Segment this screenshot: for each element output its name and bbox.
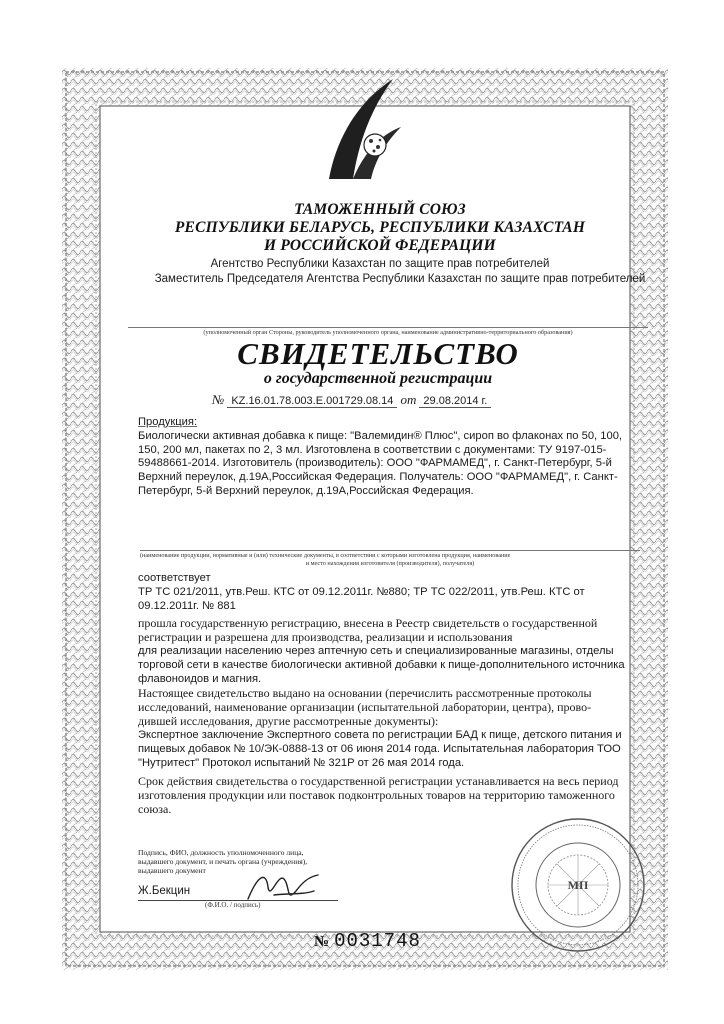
signature-hint-line: Подпись, ФИО, должность уполномоченного лица, [138,848,304,857]
serial-value: 0031748 [334,930,421,952]
product-line: 150, 200 мл, пакетах по 2, 3 мл. Изготовлена в соответствии с документами: ТУ 9197-015- [138,443,607,456]
union-title-line2: РЕСПУБЛИКИ БЕЛАРУСЬ, РЕСПУБЛИКИ КАЗАХСТАН [174,219,586,236]
registration-number: KZ.16.01.78.003.E.001729.08.14 [227,395,397,408]
validity-line: союза. [138,802,172,817]
union-title-line3: И РОССИЙСКОЙ ФЕДЕРАЦИИ [264,237,496,254]
stamp-center-text: МП [567,878,589,892]
conformity-section [138,572,658,613]
customs-union-emblem [323,75,407,187]
product-hint-line: (наименование продукции, нормативные и (или) технические документы, в соответствии с которыми изготовлена продукция, наименование [140,552,511,559]
basis-line: Настоящее свидетельство выдано на основании (перечислить рассмотренные протоколы [138,686,592,700]
union-title-line1: ТАМОЖЕННЫЙ СОЮЗ [294,201,466,218]
product-line: Биологически активная добавка к пище: "Валемидин® Плюс", сироп во флаконах по 50, 100, [138,429,623,442]
conformity-line: 09.12.2011г. № 881 [138,599,236,612]
basis-line: исследований, наименование организации (испытательной лаборатории, центра), прово- [138,700,592,715]
usage-section [138,645,658,686]
conformity-line: ТР ТС 021/2011, утв.Реш. КТС от 09.12.2011г. №880; ТР ТС 022/2011, утв.Реш. КТС от [138,585,585,598]
validity-line: Срок действия свидетельства о государственной регистрации устанавливается на весь период [138,774,619,788]
product-hint [140,550,640,568]
registration-line: регистрации и разрешена для производства, реализации и использования [138,630,513,645]
registration-section [138,616,658,644]
handwritten-signature [244,865,324,909]
basis-doc-line: "Нутритест" Протокол испытаний № 321Р от 26 мая 2014 года. [138,756,465,769]
conformity-label: соответствует [138,572,211,584]
product-line: Верхний переулок, д.19А,Российская Федерация. Получатель: ООО "ФАРМАМЕД", г. Санкт- [138,471,618,484]
serial-number [314,930,421,952]
serial-label: № [314,934,331,950]
basis-line: дившей исследования, другие рассмотренные документы): [138,714,439,729]
usage-line: для реализации населению через аптечную сеть и специализированные магазины, отделы [138,645,614,657]
signature-hint-line: выдавшего документ, и печать органа (учреждения), [138,857,308,867]
deputy-chairman: Заместитель Председателя Агентства Республики Казахстан по защите прав потребителей [154,273,646,285]
official-stamp [508,815,648,955]
product-section [138,416,658,499]
product-label: Продукция: [138,416,198,428]
signature-hint-line: выдавшего документ [138,866,206,876]
registration-line: прошла государственную регистрацию, внесена в Реестр свидетельств о государственной [138,616,598,630]
basis-documents [138,729,658,770]
basis-doc-line: Экспертное заключение Экспертного совета по регистрации БАД к пище, детского питания и [138,729,622,741]
signer-name: Ж.Бекцин [138,885,191,897]
basis-doc-line: пищевых добавок № 10/ЭК-0888-13 от 06 июня 2014 года. Испытательная лаборатория ТОО [138,742,621,755]
product-line: 59488661-2014. Изготовитель (производитель): ООО "ФАРМАМЕД", г. Санкт-Петербург, 5-й [138,457,612,470]
certificate-title: СВИДЕТЕЛЬСТВО [237,336,519,371]
certificate-subtitle: о государственной регистрации [263,370,493,387]
number-label: № [212,392,225,407]
fio-hint: (Ф.И.О. / подпись) [205,901,261,909]
validity-line: изготовления продукции или поставок подконтрольных товаров на территорию таможенного [138,788,615,803]
validity-section [138,774,658,817]
product-line: Петербург, 5-й Верхний переулок, д.19А,Российская Федерация. [138,484,474,497]
usage-line: флавоноидов и магния. [138,672,262,685]
registration-date: 29.08.2014 г. [419,395,491,408]
agency-name: Агентство Республики Казахстан по защите прав потребителей [210,258,550,270]
product-hint-line: и место нахождения изготовителя (производителя), получателя) [305,560,475,567]
usage-line: торговой сети в качестве биологически активной добавки к пище-дополнительного источника [138,658,625,671]
date-label: от [400,392,417,407]
basis-section [138,686,658,729]
agency-hint: (уполномоченный орган Стороны, руководитель уполномоченного органа, наименование административно-территориального образования) [128,327,648,337]
registration-number-line [212,392,491,408]
